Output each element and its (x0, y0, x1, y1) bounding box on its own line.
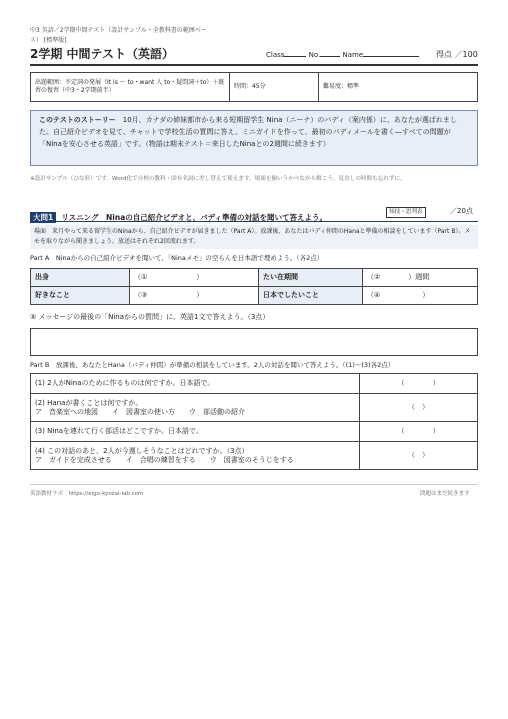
score-total: ／100 (454, 50, 478, 59)
footer-rule (30, 484, 478, 485)
memo-answer-1[interactable]: （① ） (130, 269, 259, 287)
class-label: Class (266, 51, 285, 59)
partB-table (30, 373, 478, 470)
story-heading: このテストのストーリー (39, 116, 116, 124)
memo-label: たい在期間 (259, 269, 363, 287)
memo-answer-4[interactable]: （④ ） (363, 287, 478, 305)
story-body: 10月、カナダの姉妹都市から来る短期留学生 Nina（ニーナ）のバディ（案内係）に、あなたが選ばれました。自己紹介ビデオを見て、チャットで学校生活の質問に答え、ミニガイドを作って、最初のパディメールを書く―すべての問題が「Ninaを安心させる英語」です。（物語は期末テスト＝来日したNinaとの2週間に続きます） (39, 116, 457, 148)
question-answer[interactable]: （ ） (360, 394, 478, 422)
section1-badge: 知技・思判表 (386, 207, 426, 218)
info-difficulty: 難易度：標準 (319, 73, 478, 102)
info-table (30, 72, 478, 102)
info-range: 出題範囲：不定詞の発展（It is ～ to・want 人 to・疑問詞＋to）＋既習の復習（中3・2学期前半） (31, 73, 230, 102)
question-text: (2) Hanaが書くことは何ですか。 ア 音楽室への地図 イ 図書室の使い方 ウ 部活動の紹介 (31, 394, 360, 422)
question-row (31, 394, 478, 422)
question-row (31, 422, 478, 442)
story-box (30, 110, 478, 166)
section1-heading (30, 205, 478, 222)
info-time: 時間：45分 (230, 73, 319, 102)
section1-points: ／20点 (450, 207, 473, 215)
memo-row (31, 287, 478, 305)
question-answer[interactable]: （ ） (360, 422, 478, 442)
name-label: Name (342, 51, 364, 59)
section1-tag: 大問1 (30, 212, 56, 223)
question-text: (3) Ninaを連れて行く部活はどこですか。日本語で。 (31, 422, 360, 442)
section1-title: リスニング Ninaの自己紹介ビデオと、バディ準備の対話を聞いて答えよう。 (61, 213, 328, 222)
section1-rule (30, 221, 478, 222)
partB-instruction: Part B 放課後、あなたとHana（パディ仲間）が準備の相談をしています。2人の対話を聞いて答えよう。（(1)〜(3)各2点） (30, 361, 395, 369)
memo-row (31, 269, 478, 287)
score-box (436, 50, 478, 60)
question-row (31, 374, 478, 394)
partA-instruction: Part A Ninaからの自己紹介ビデオを聞いて、「Ninaメモ」の空らんを日本語で埋めよう。（各2点） (30, 254, 324, 262)
memo-answer-3[interactable]: （③ ） (130, 287, 259, 305)
question-text: (4) この対話のあと、2人が今週しそうなことはどれですか。（3点） ア ガイドを完成させる イ 合唱の練習をする ウ 図書室のそうじをする (31, 442, 360, 470)
name-fields (266, 51, 419, 60)
memo-label: 好きなこと (31, 287, 130, 305)
header-rule (30, 64, 478, 66)
header-line1: 中3 英語／2学期中間テスト（設計サンプル・全教科書の範囲ベー (30, 27, 207, 34)
question-row (31, 442, 478, 470)
memo-label: 出身 (31, 269, 130, 287)
q5-instruction: ⑤ メッセージの最後の「Ninaからの質問」に、英語1文で答えよう。（3点） (30, 313, 270, 321)
footer-left: 英語教材ラボ https://eigo-kyozai-lab.com (30, 491, 144, 497)
q5-answer-box[interactable] (30, 328, 478, 356)
footer-right: 問題はまだ続きます (420, 491, 470, 497)
memo-label: 日本でしたいこと (259, 287, 363, 305)
no-label: No. (308, 51, 321, 59)
score-label: 得点 (436, 50, 452, 59)
note: ※設計サンプル（ひな形）です。Word化で自校の教科・固有名詞に差し替えて使えます。場面を揃いうかべながら解こう。見直しの時間も忘れずに。 (30, 176, 406, 182)
page-title: 2学期 中間テスト（英語） (30, 47, 175, 61)
memo-table (30, 268, 478, 305)
question-answer[interactable]: （ ） (360, 374, 478, 394)
scene-box: 場面 来月やって来る留学生のNinaから、自己紹介ビデオが届きました（Part A）。放課後、あなたはパディ仲間のHanaと準備の相談をしています（Part B）。メモを取りながら聞きましょう。放送はそれぞれ2回流れます。 (30, 225, 478, 249)
question-choices: ア ガイドを完成させる イ 合唱の練習をする ウ 図書室のそうじをする (35, 455, 294, 464)
question-choices: ア 音楽室への地図 イ 図書室の使い方 ウ 部活動の紹介 (35, 407, 245, 416)
header-line2: ス） [標準版] (30, 37, 67, 44)
question-text: (1) 2人がNinaのために作るものは何ですか。日本語で。 (31, 374, 360, 394)
question-answer[interactable]: （ ） (360, 442, 478, 470)
memo-answer-2[interactable]: （② ）週間 (363, 269, 478, 287)
